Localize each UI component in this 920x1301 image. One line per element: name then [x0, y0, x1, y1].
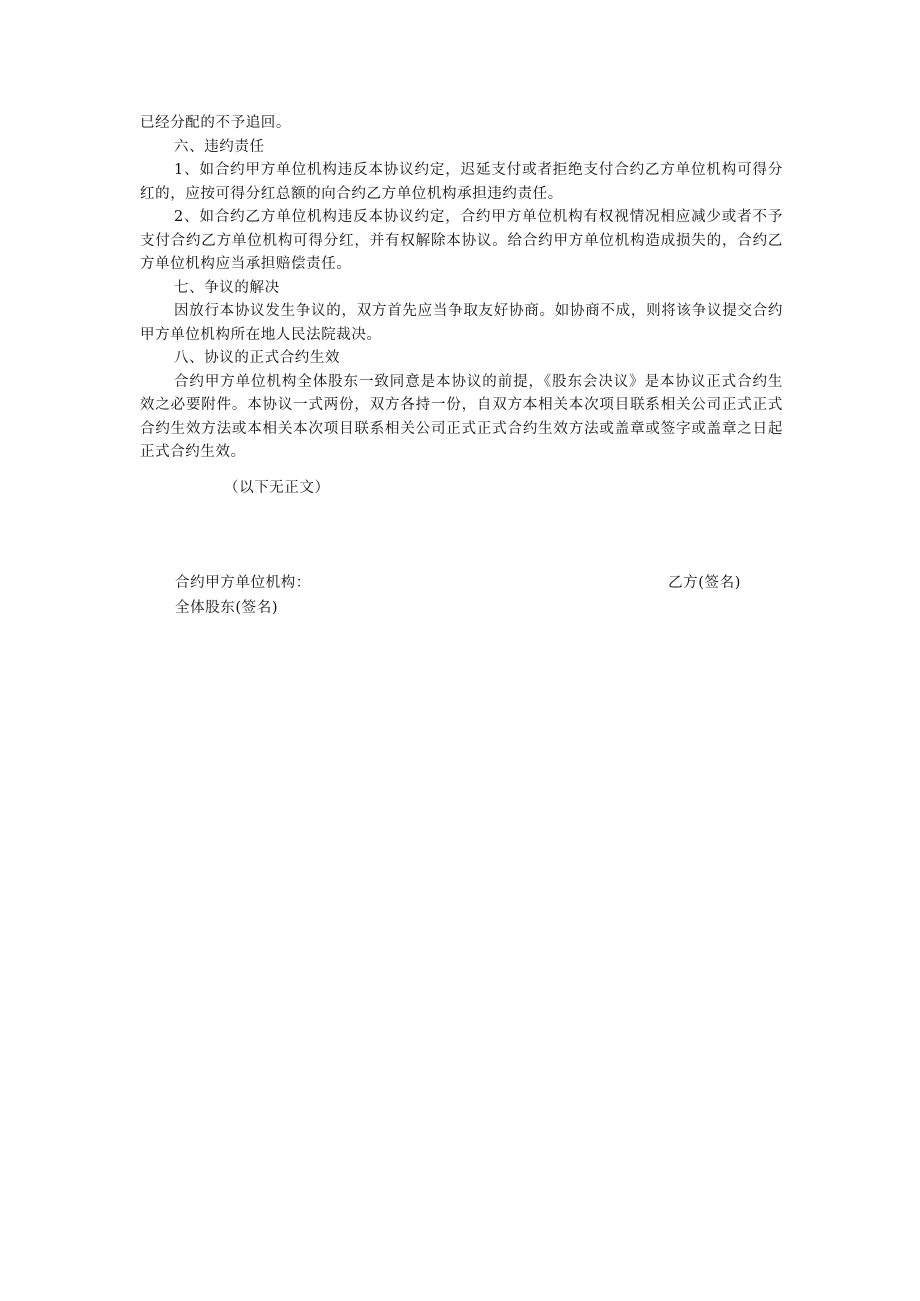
clause-breach-party-a: 1、如合约甲方单位机构违反本协议约定，迟延支付或者拒绝支付合约乙方单位机构可得分红的，应按可得分红总额的向合约乙方单位机构承担违约责任。	[140, 162, 783, 202]
section-heading-dispute: 七、争议的解决	[174, 279, 280, 296]
party-a-signature-label: 合约甲方单位机构：	[175, 575, 311, 591]
clause-effect: 合约甲方单位机构全体股东一致同意是本协议的前提，《股东会决议》是本协议正式合约生效之必要附件。本协议一式两份，双方各持一份，自双方本相关本次项目联系相关公司正式正式合约生效方法或本相关本次项目联系相关公司正式正式合约生效方法或盖章或签字或盖章之日起正式合约生效。	[140, 373, 783, 460]
shareholders-signature-label: 全体股东(签名)	[175, 600, 279, 616]
end-of-text-note: （以下无正文）	[224, 479, 330, 496]
signature-row	[175, 571, 741, 596]
section-heading-effect: 八、协议的正式合约生效	[174, 350, 341, 366]
party-b-signature-label: 乙方(签名)	[668, 575, 741, 591]
clause-dispute: 因放行本协议发生争议的，双方首先应当争取友好协商。如协商不成，则将该争议提交合约甲方单位机构所在地人民法院裁决。	[140, 303, 783, 343]
paragraph-continuation: 已经分配的不予追回。	[140, 115, 291, 131]
section-heading-breach: 六、违约责任	[174, 138, 265, 155]
clause-breach-party-b: 2、如合约乙方单位机构违反本协议约定，合约甲方单位机构有权视情况相应减少或者不予支付合约乙方单位机构可得分红，并有权解除本协议。给合约甲方单位机构造成损失的，合约乙方单位机构应当承担赔偿责任。	[140, 209, 783, 272]
signature-block	[175, 571, 755, 621]
document-body	[140, 112, 783, 500]
